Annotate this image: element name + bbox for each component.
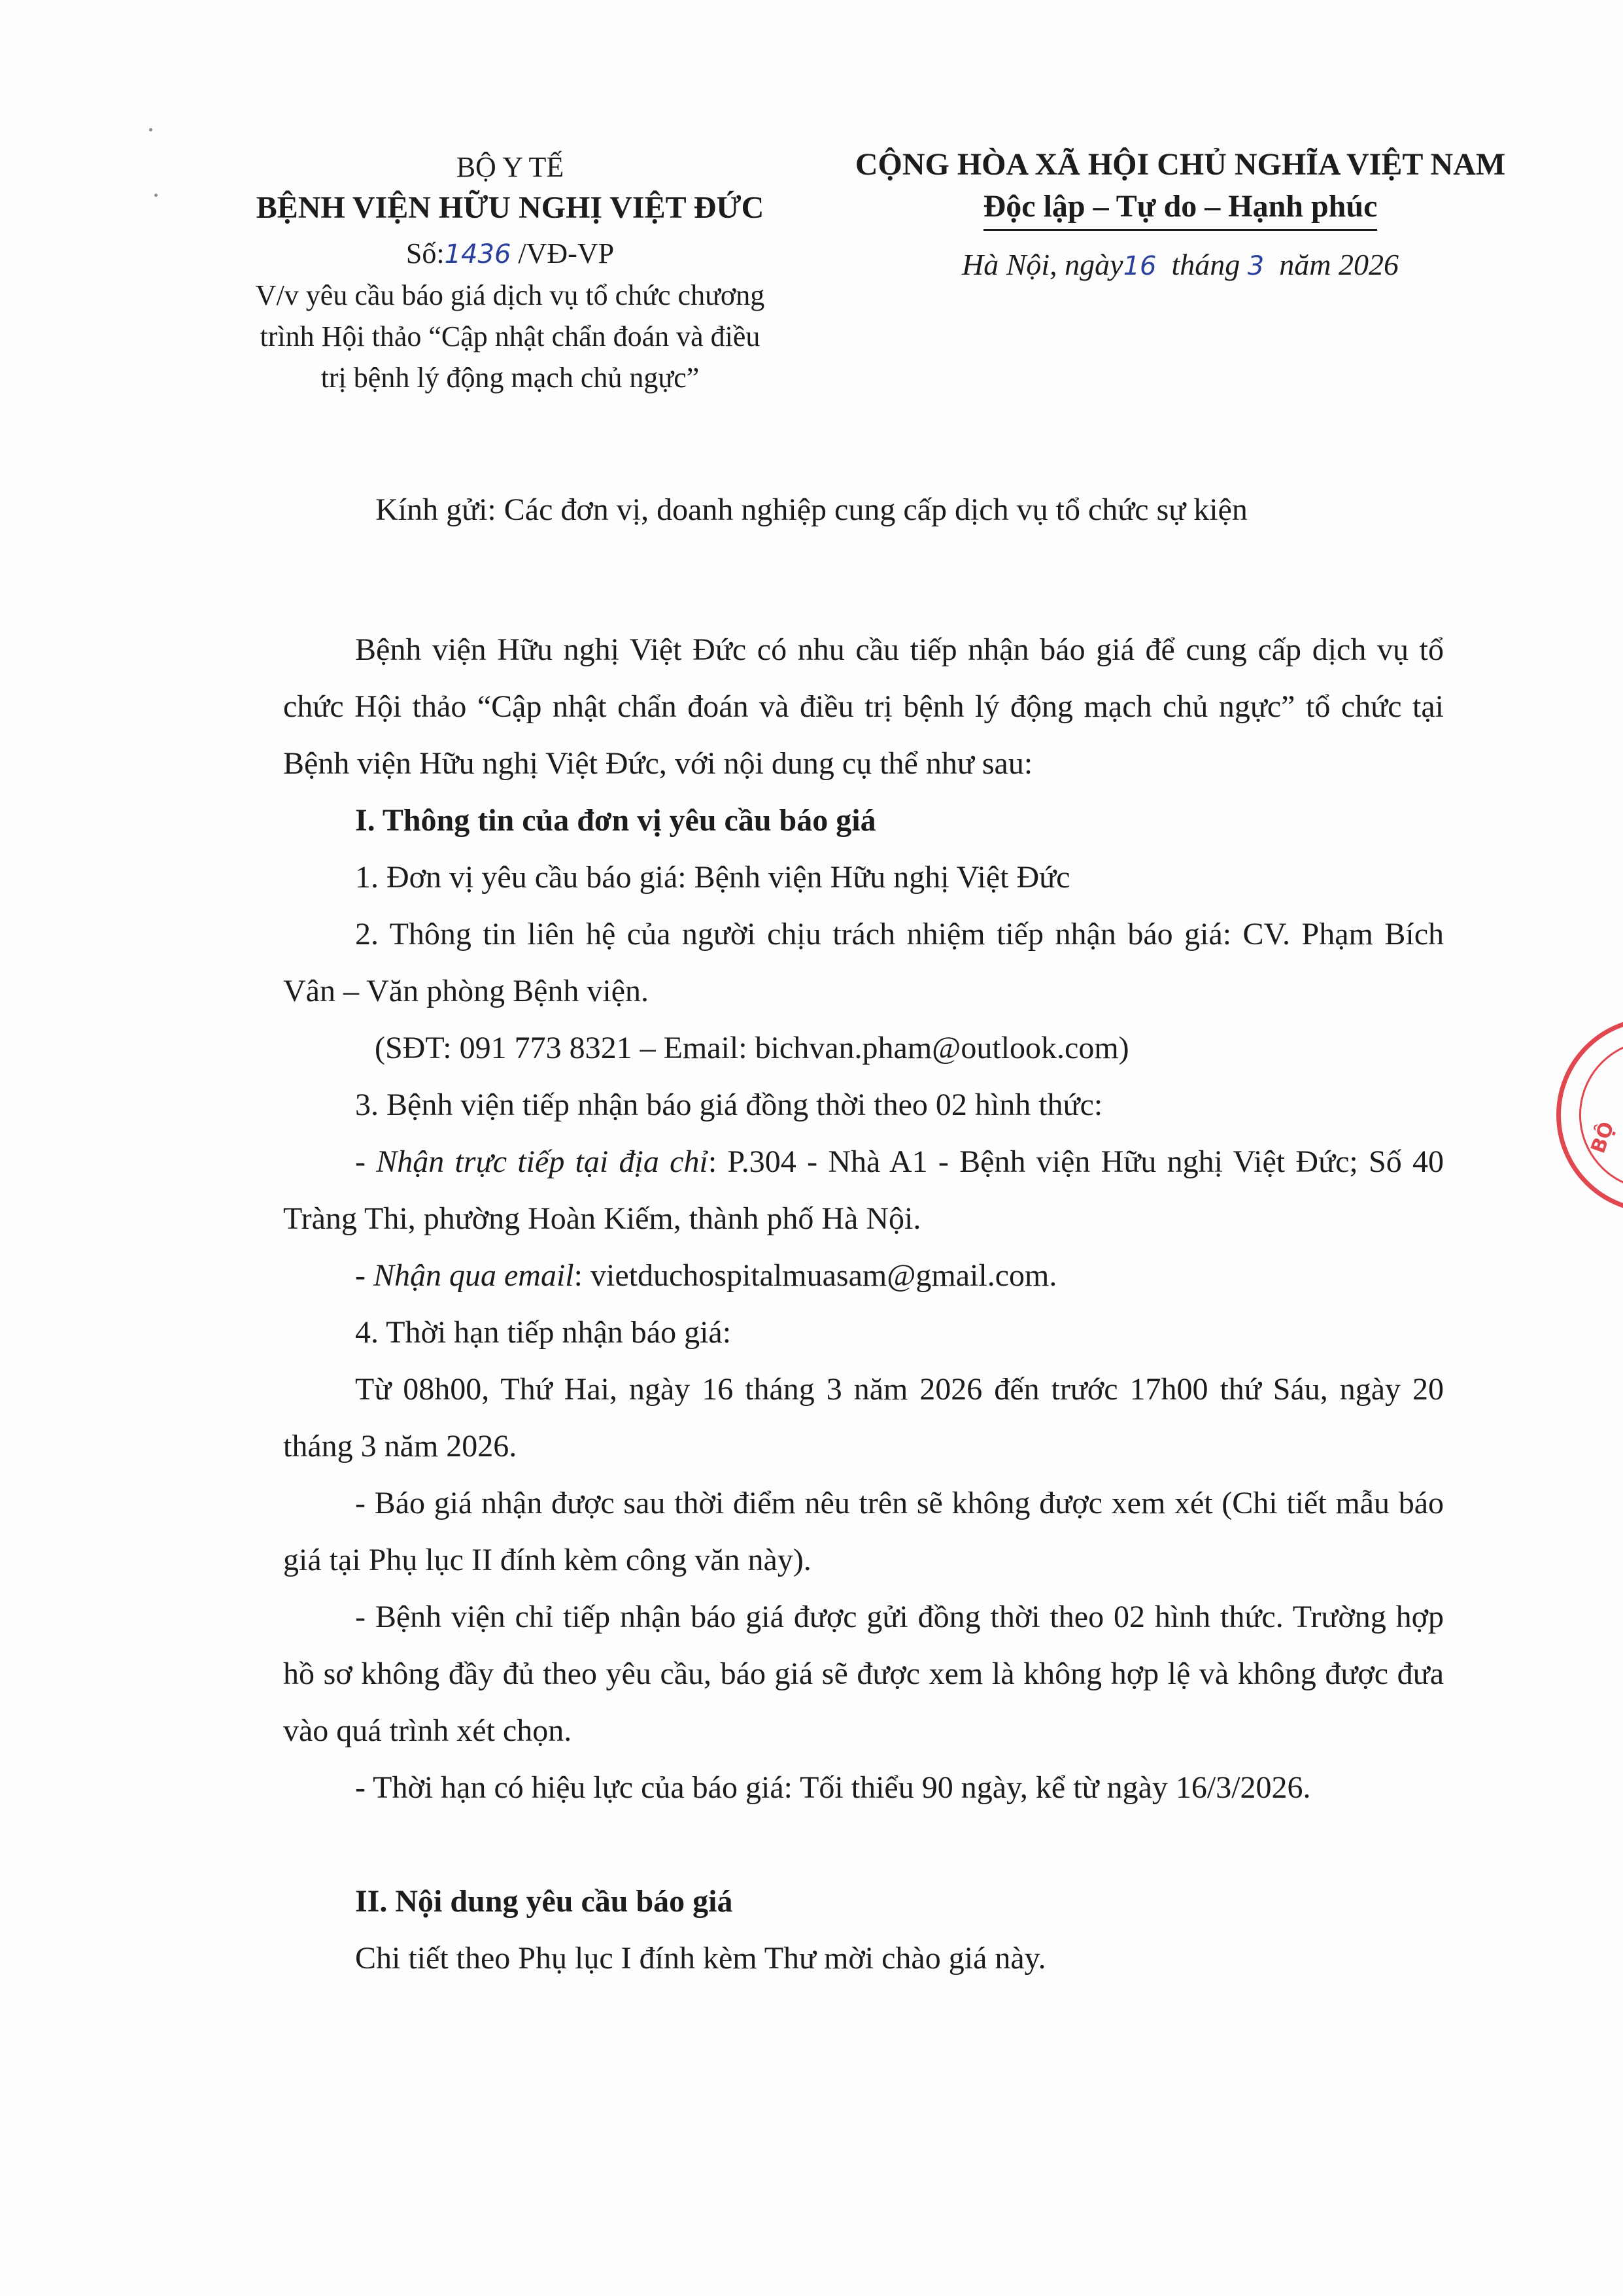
section-1-item-3: 3. Bệnh viện tiếp nhận báo giá đồng thời theo 02 hình thức: [355,1088,1103,1122]
hospital-name: BỆNH VIỆN HỮU NGHỊ VIỆT ĐỨC [256,190,764,225]
motto-text: Độc lập – Tự do – Hạnh phúc [983,186,1378,231]
date-month-label: tháng [1171,248,1240,281]
doc-no-prefix: Số: [405,237,445,269]
doc-no-suffix: /VĐ-VP [518,237,615,269]
country-name: CỘNG HÒA XÃ HỘI CHỦ NGHĨA VIỆT NAM [855,147,1506,182]
note-validity: - Thời hạn có hiệu lực của báo giá: Tối thiểu 90 ngày, kể từ ngày 16/3/2026. [355,1770,1311,1805]
email-delivery-label: - Nhận qua email [355,1258,574,1293]
section-1-item-1: 1. Đơn vị yêu cầu báo giá: Bệnh viện Hữu nghị Việt Đức [355,860,1070,895]
date-month-handwritten: 3 [1247,251,1265,281]
stamp-text: BỘ [1586,1118,1619,1157]
subject-line: trị bệnh lý động mạch chủ ngực” [320,362,700,394]
note-late-quotes: - Báo giá nhận được sau thời điểm nêu trên sẽ không được xem xét (Chi tiết mẫu báo giá tại Phụ lục II đính kèm công văn này). [283,1486,1444,1577]
contact-info: (SĐT: 091 773 8321 – Email: bichvan.pham@outlook.com) [375,1031,1129,1065]
email-delivery [283,1247,1444,1304]
intro-paragraph: Bệnh viện Hữu nghị Việt Đức có nhu cầu tiếp nhận báo giá để cung cấp dịch vụ tổ chức Hội thảo “Cập nhật chẩn đoán và điều trị bệnh lý động mạch chủ ngực” tổ chức tại Bệnh viện Hữu nghị Việt Đức, với nội dung cụ thể như sau: [283,632,1444,781]
stamp-inner-ring [1579,1040,1623,1190]
recipient-line: Kính gửi: Các đơn vị, doanh nghiệp cung cấp dịch vụ tổ chức sự kiện [375,492,1248,527]
letter-body [283,621,1444,1987]
section-1-item-4: 4. Thời hạn tiếp nhận báo giá: [355,1315,732,1350]
date-year: năm 2026 [1279,248,1399,281]
document-number [216,233,804,275]
subject-line: V/v yêu cầu báo giá dịch vụ tổ chức chương [255,279,765,311]
ministry-name: BỘ Y TẾ [456,151,564,183]
submission-period: Từ 08h00, Thứ Hai, ngày 16 tháng 3 năm 2026 đến trước 17h00 thứ Sáu, ngày 20 tháng 3 năm 2026. [283,1372,1444,1464]
email-delivery-address: : vietduchospitalmuasam@gmail.com. [573,1258,1057,1293]
direct-delivery-address: : P.304 - Nhà A1 - Bệnh viện Hữu nghị Việt Đức; Số 40 Tràng Thi, phường Hoàn Kiếm, thành phố Hà Nội. [283,1144,1444,1236]
section-2-heading: II. Nội dung yêu cầu báo giá [355,1884,733,1919]
scan-speck [149,128,152,131]
date-day-handwritten: 16 [1123,251,1157,281]
date-prefix: Hà Nội, ngày [962,248,1123,281]
section-spacer [283,1816,1444,1873]
note-submission-forms: - Bệnh viện chỉ tiếp nhận báo giá được gửi đồng thời theo 02 hình thức. Trường hợp hồ sơ không đầy đủ theo yêu cầu, báo giá sẽ được xem là không hợp lệ và không được đưa vào quá trình xét chọn. [283,1600,1444,1748]
subject [216,275,804,398]
section-2-detail: Chi tiết theo Phụ lục I đính kèm Thư mời chào giá này. [355,1941,1046,1976]
red-stamp-seal [1556,1017,1623,1213]
subject-line: trình Hội thảo “Cập nhật chẩn đoán và điều [260,320,760,352]
direct-delivery [283,1133,1444,1247]
scan-speck [154,194,158,197]
national-header [821,144,1540,287]
section-1-heading: I. Thông tin của đơn vị yêu cầu báo giá [355,803,876,838]
issue-date [821,244,1540,287]
section-1-item-2: 2. Thông tin liên hệ của người chịu trách nhiệm tiếp nhận báo giá: CV. Phạm Bích Vân – Văn phòng Bệnh viện. [283,917,1444,1008]
issuer-header [216,147,804,398]
direct-delivery-label: - Nhận trực tiếp tại địa chỉ [355,1144,708,1179]
national-motto [821,186,1540,231]
doc-no-handwritten: 1436 [444,239,511,269]
